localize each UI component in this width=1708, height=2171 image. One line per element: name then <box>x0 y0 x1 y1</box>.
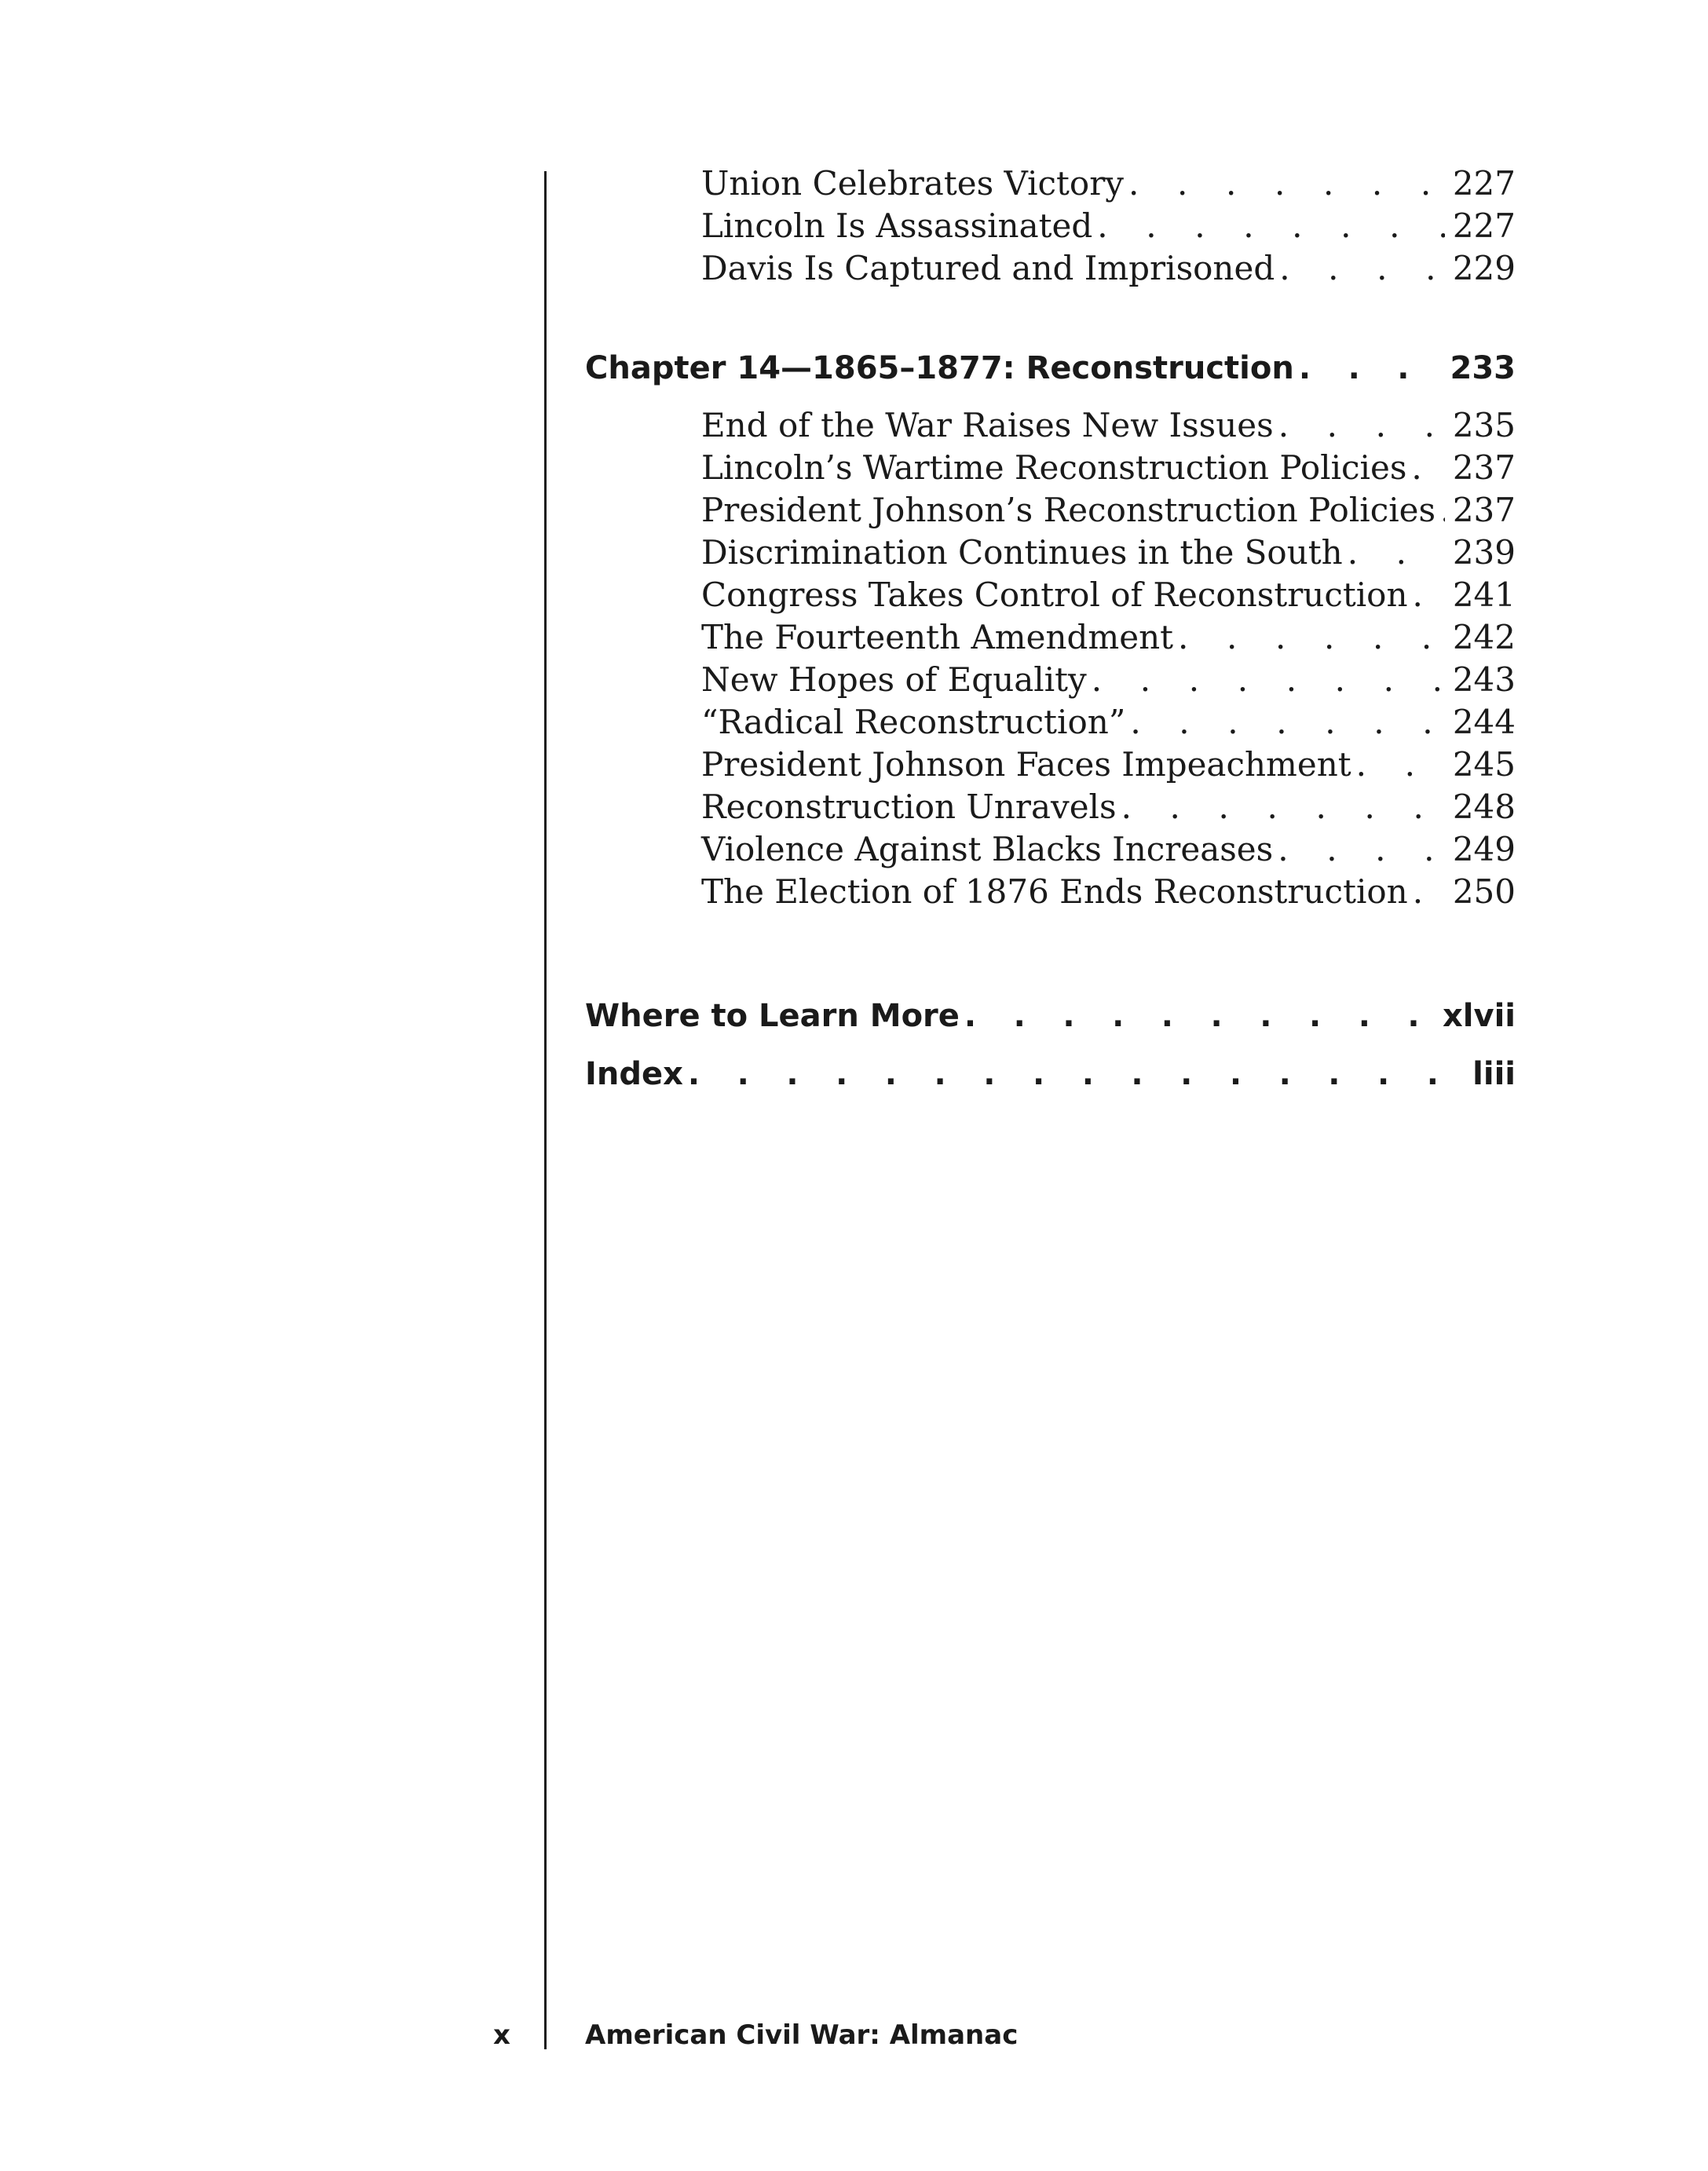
dot-leader <box>1351 744 1445 786</box>
toc-entry-page: 244 <box>1445 701 1516 744</box>
toc-entry-page: 227 <box>1445 205 1516 247</box>
chapter-page: 233 <box>1443 347 1516 389</box>
toc-entry[interactable] <box>585 659 1516 701</box>
toc-entry-title: Lincoln’s Wartime Reconstruction Policies <box>701 448 1407 487</box>
toc-entry-title: Reconstruction Unravels <box>701 788 1117 826</box>
toc-entry-title: President Johnson Faces Impeachment <box>701 745 1351 784</box>
toc-entry[interactable] <box>585 404 1516 447</box>
toc-entry-page: 229 <box>1445 247 1516 290</box>
dot-leader <box>683 1053 1465 1095</box>
toc-entry-title: New Hopes of Equality <box>701 660 1087 699</box>
toc-entry[interactable] <box>585 247 1516 290</box>
vertical-rule <box>544 171 547 2049</box>
dot-leader <box>1274 404 1445 447</box>
dot-leader <box>1294 347 1443 389</box>
dot-leader <box>1408 574 1445 616</box>
dot-leader <box>960 995 1435 1037</box>
toc-entry-title: “Radical Reconstruction” <box>701 703 1126 741</box>
toc-entry-page: 227 <box>1445 163 1516 205</box>
toc-entry-title: Violence Against Blacks Increases <box>701 830 1274 868</box>
toc-entry-title: Davis Is Captured and Imprisoned <box>701 249 1275 287</box>
footer-page-number: x <box>493 2019 510 2051</box>
dot-leader <box>1273 828 1445 871</box>
dot-leader <box>1092 205 1445 247</box>
toc-entry-title: The Election of 1876 Ends Reconstruction <box>701 872 1408 911</box>
toc-entry[interactable] <box>585 574 1516 616</box>
dot-leader <box>1087 659 1445 701</box>
back-entry-title: Where to Learn More <box>585 998 960 1034</box>
dot-leader <box>1343 532 1445 574</box>
toc-chapter-14 <box>585 347 1516 389</box>
dot-leader <box>1275 247 1445 290</box>
toc-chapter-14-entries <box>585 404 1516 913</box>
toc-back-matter <box>585 995 1516 1095</box>
toc-entry[interactable] <box>585 447 1516 489</box>
toc-entry[interactable] <box>585 701 1516 744</box>
dot-leader <box>1406 447 1444 489</box>
toc-entry-page: 237 <box>1445 447 1516 489</box>
dot-leader <box>1408 871 1445 913</box>
toc-entry[interactable] <box>585 532 1516 574</box>
toc-entry-title: Lincoln Is Assassinated <box>701 207 1093 245</box>
toc-entry-page: 242 <box>1445 616 1516 659</box>
toc-entry-page: 249 <box>1445 828 1516 871</box>
chapter-heading[interactable] <box>585 347 1516 389</box>
dot-leader <box>1125 701 1445 744</box>
toc-entry[interactable] <box>585 489 1516 532</box>
toc-back-entry[interactable] <box>585 995 1516 1037</box>
toc-continued-section <box>585 163 1516 290</box>
dot-leader <box>1124 163 1445 205</box>
toc-entry-page: 235 <box>1445 404 1516 447</box>
toc-entry-title: Congress Takes Control of Reconstruction <box>701 576 1408 614</box>
toc-entry-page: 239 <box>1445 532 1516 574</box>
toc-entry-title: President Johnson’s Reconstruction Policies <box>701 491 1436 529</box>
footer-book-title: American Civil War: Almanac <box>585 2019 1019 2051</box>
toc-entry[interactable] <box>585 871 1516 913</box>
toc-entry[interactable] <box>585 786 1516 828</box>
dot-leader <box>1436 489 1445 532</box>
back-entry-page: xlvii <box>1435 995 1516 1037</box>
toc-entry-page: 245 <box>1445 744 1516 786</box>
back-entry-page: liii <box>1465 1053 1516 1095</box>
toc-entry-page: 241 <box>1445 574 1516 616</box>
toc-entry[interactable] <box>585 828 1516 871</box>
toc-entry-page: 248 <box>1445 786 1516 828</box>
toc-entry-page: 243 <box>1445 659 1516 701</box>
toc-entry[interactable] <box>585 205 1516 247</box>
toc-entry-page: 250 <box>1445 871 1516 913</box>
toc-entry-title: The Fourteenth Amendment <box>701 618 1174 656</box>
back-entry-title: Index <box>585 1056 683 1092</box>
toc-entry-title: Union Celebrates Victory <box>701 164 1125 203</box>
toc-entry[interactable] <box>585 616 1516 659</box>
dot-leader <box>1173 616 1445 659</box>
toc-entry[interactable] <box>585 163 1516 205</box>
chapter-title: Chapter 14—1865–1877: Reconstruction <box>585 350 1294 386</box>
toc-entry[interactable] <box>585 744 1516 786</box>
dot-leader <box>1117 786 1445 828</box>
toc-entry-title: End of the War Raises New Issues <box>701 406 1274 444</box>
toc-back-entry[interactable] <box>585 1053 1516 1095</box>
toc-entry-title: Discrimination Continues in the South <box>701 533 1343 572</box>
toc-entry-page: 237 <box>1445 489 1516 532</box>
